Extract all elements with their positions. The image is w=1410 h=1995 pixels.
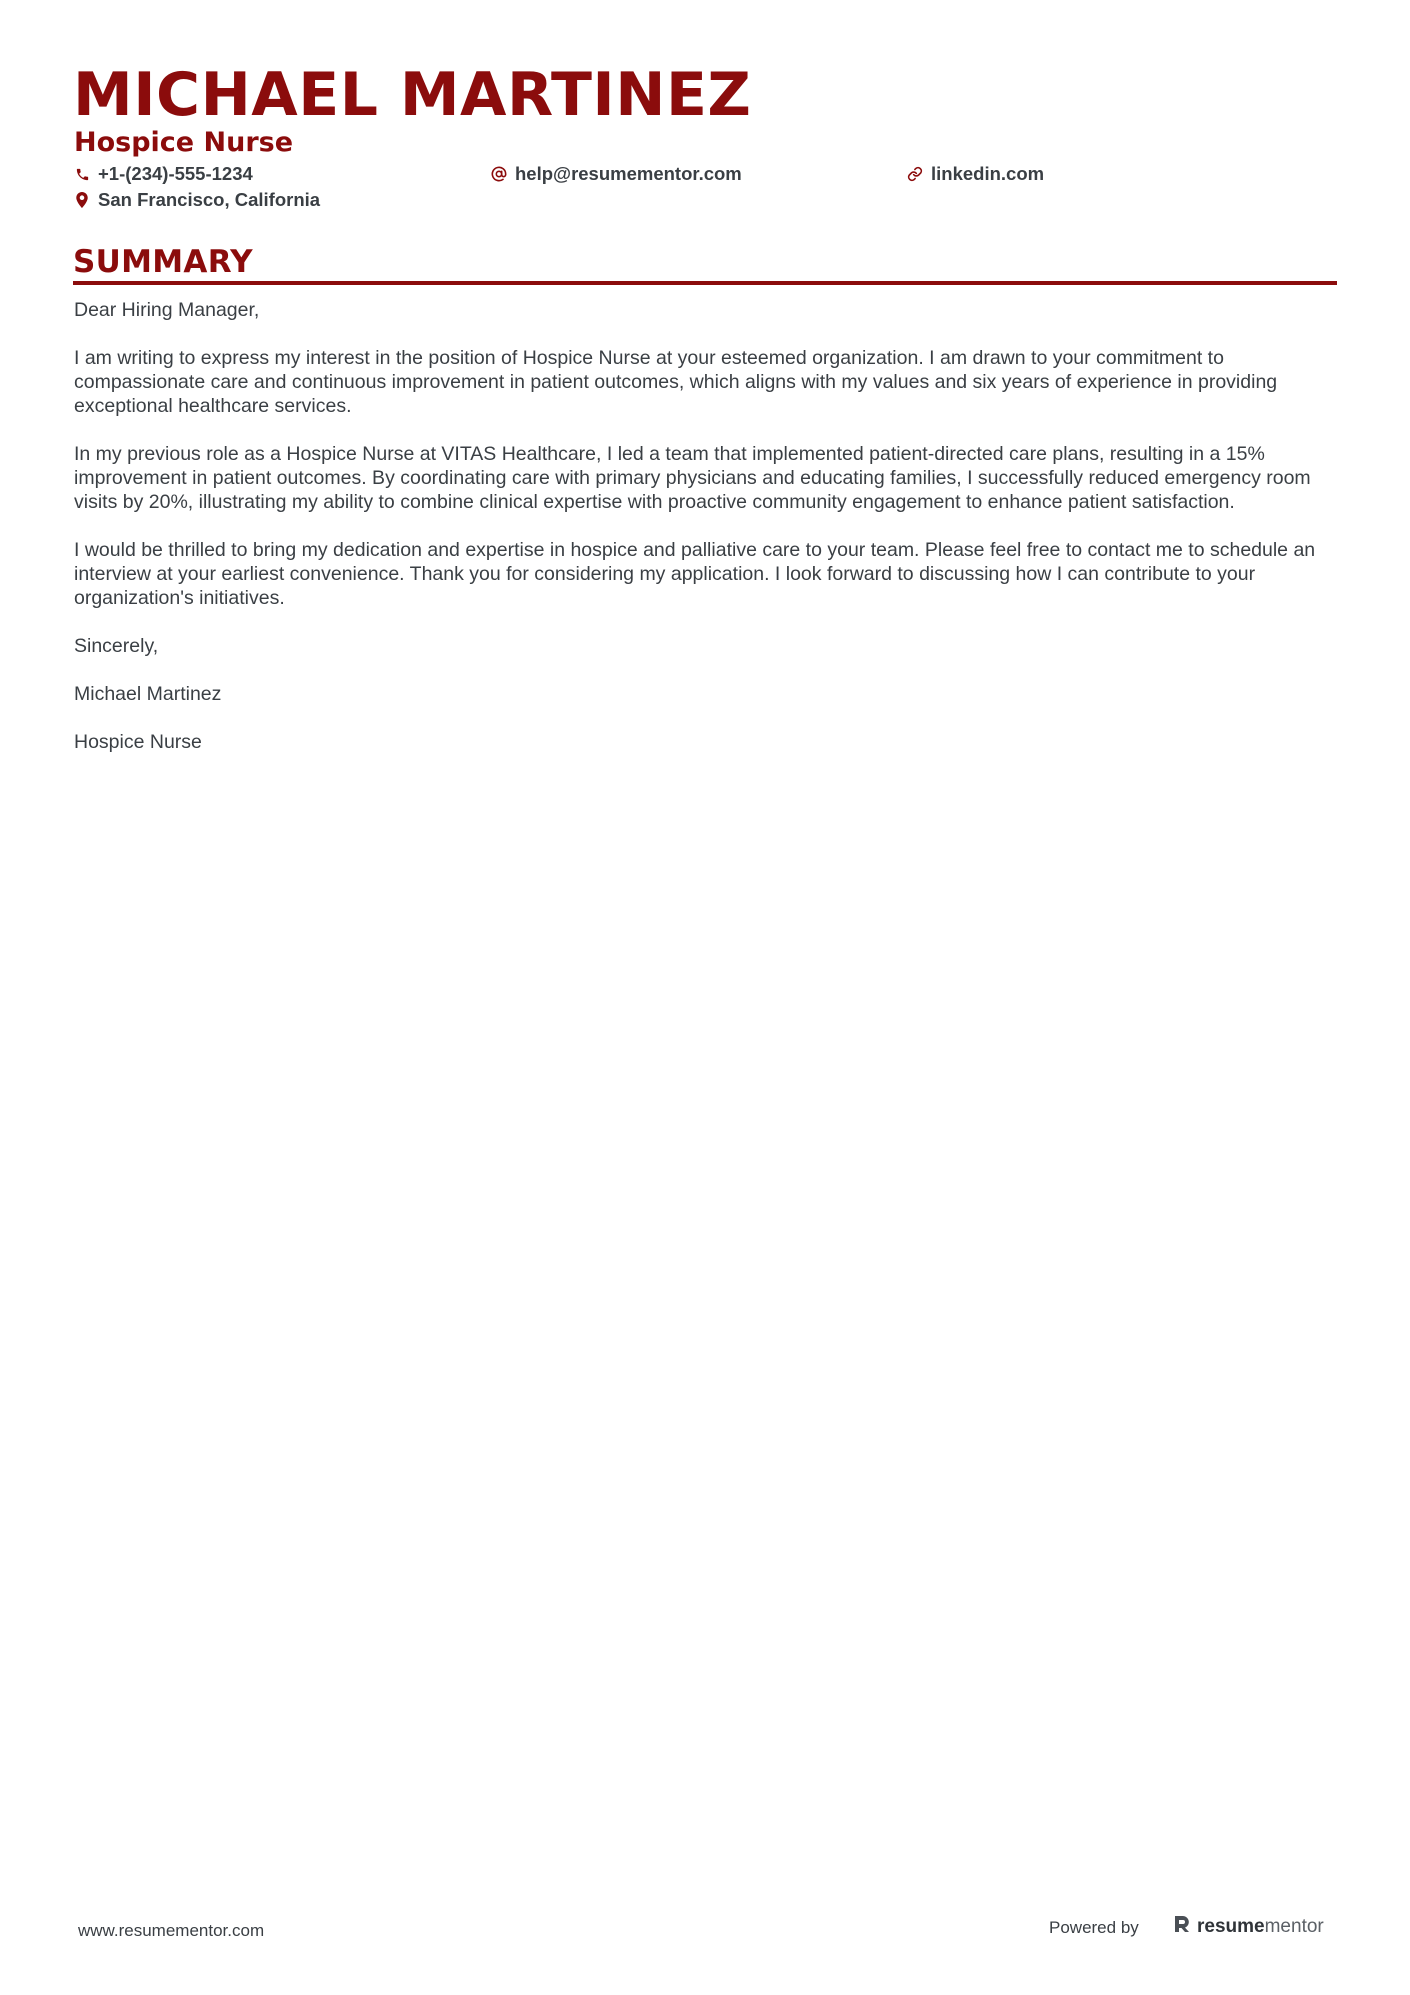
section-divider <box>73 281 1337 285</box>
footer-website-link[interactable]: www.resumementor.com <box>78 1921 265 1940</box>
letter-paragraph: In my previous role as a Hospice Nurse at VITAS Healthcare, I led a team that implemented patient-directed care plans, resulting in a 15% improvement in patient outcomes. By coordinating care with primary physicians and educating families, I successfully reduced emergency room visits by 20%, illustrating my ability to combine clinical expertise with proactive community engagement to enhance patient satisfaction. <box>74 443 1311 513</box>
brand-logo[interactable] <box>1173 1914 1324 1940</box>
letter-paragraph: I am writing to express my interest in the position of Hospice Nurse at your esteemed organization. I am drawn to your commitment to compassionate care and continuous improvement in patient outcomes, which aligns with my values and six years of experience in providing exceptional healthcare services. <box>74 347 1278 417</box>
signature-title: Hospice Nurse <box>74 731 202 753</box>
letter-body <box>74 298 1336 778</box>
candidate-name: MICHAEL MARTINEZ <box>73 60 752 130</box>
contact-email[interactable] <box>491 162 742 186</box>
brand-name-bold: resume <box>1197 1916 1265 1937</box>
section-title-summary: SUMMARY <box>73 244 253 280</box>
resumementor-logo-icon <box>1173 1914 1191 1940</box>
signature-name: Michael Martinez <box>74 683 222 705</box>
contact-linkedin-text: linkedin.com <box>931 163 1045 184</box>
phone-icon <box>74 166 90 182</box>
letter-closing: Sincerely, <box>74 635 159 657</box>
powered-by-label: Powered by <box>1049 1918 1139 1937</box>
contact-linkedin[interactable] <box>907 162 1044 186</box>
candidate-title: Hospice Nurse <box>74 127 294 158</box>
contact-location-text: San Francisco, California <box>98 189 321 210</box>
letter-paragraph: I would be thrilled to bring my dedication and expertise in hospice and palliative care to your team. Please feel free to contact me to schedule an interview at your earliest convenience. Thank you for considering my application. I look forward to discussing how I can contribute to your organization's initiatives. <box>74 539 1316 609</box>
contact-location <box>74 188 320 212</box>
at-sign-icon <box>491 166 507 182</box>
contact-phone[interactable] <box>74 162 253 186</box>
letter-greeting: Dear Hiring Manager, <box>74 299 260 321</box>
map-pin-icon <box>74 192 90 208</box>
link-icon <box>907 166 923 182</box>
contact-phone-text: +1-(234)-555-1234 <box>98 163 253 184</box>
contact-email-text: help@resumementor.com <box>515 163 742 184</box>
brand-name-light: mentor <box>1264 1916 1324 1937</box>
